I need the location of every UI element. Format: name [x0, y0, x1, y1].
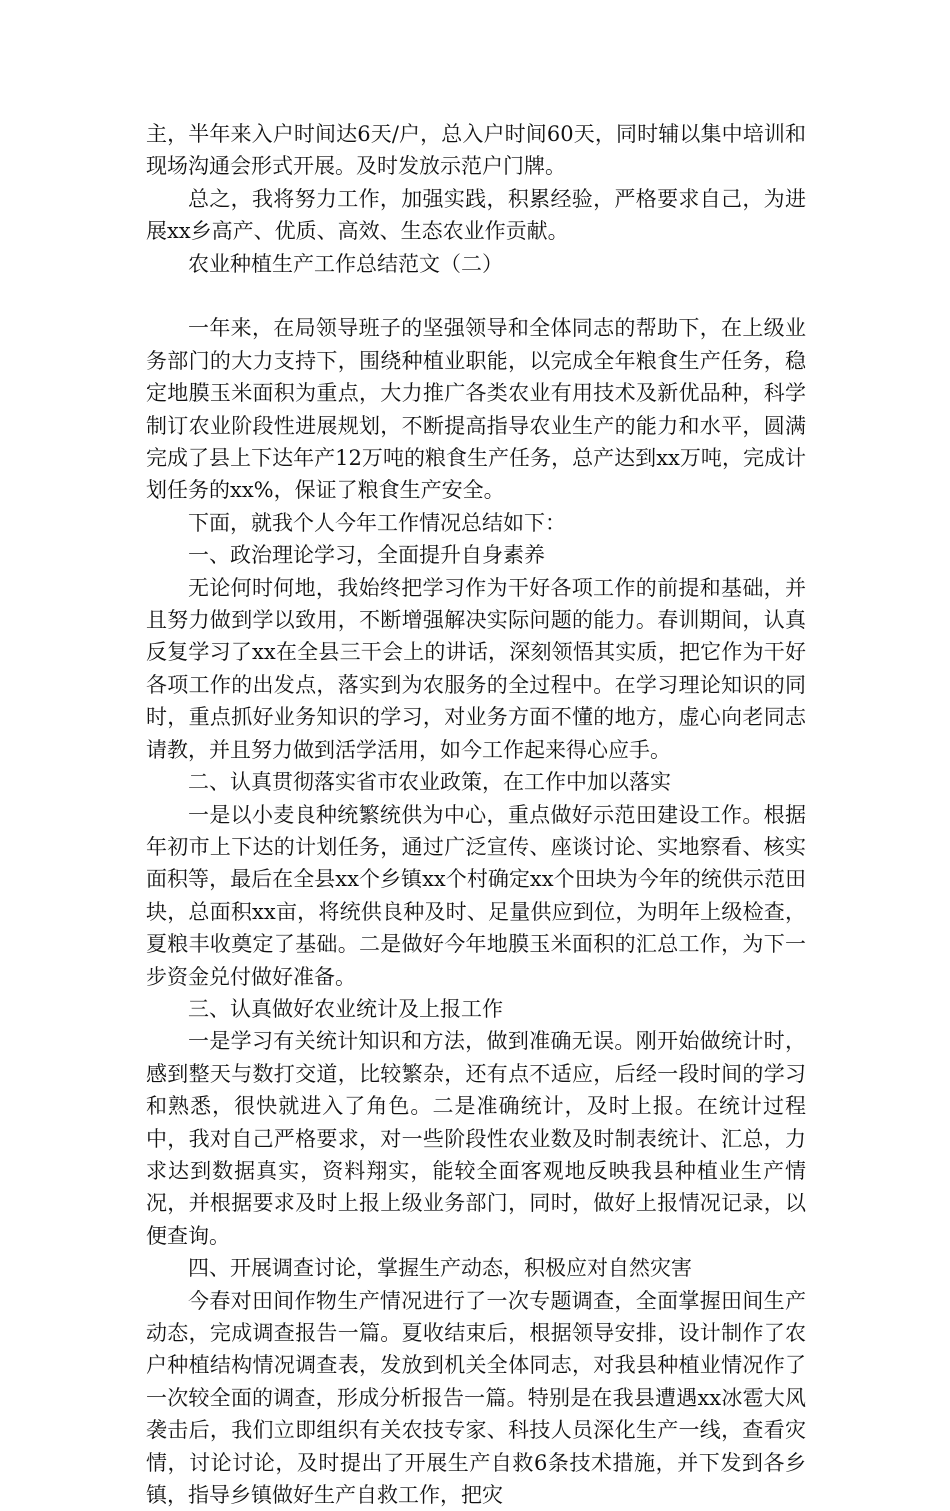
section-title: 农业种植生产工作总结范文（二）	[188, 251, 503, 276]
paragraph-continuation: 主，半年来入户时间达6天/户，总入户时间60天，同时辅以集中培训和现场沟通会形式开展。及时发放示范户门牌。	[146, 122, 806, 179]
heading-four: 四、开展调查讨论，掌握生产动态，积极应对自然灾害	[188, 1256, 692, 1281]
paragraph-statistics: 一是学习有关统计知识和方法，做到准确无误。刚开始做统计时，感到整天与数打交道，比较繁杂，还有点不适应，后经一段时间的学习和熟悉，很快就进入了角色。二是准确统计，及时上报。在统计过程中，我对自己严格要求，对一些阶段性农业数及时制表统计、汇总，力求达到数据真实，资料翔实，能较全面客观地反映我县种植业生产情况，并根据要求及时上报上级业务部门，同时，做好上报情况记录，以便查询。	[146, 1029, 806, 1248]
paragraph-policy: 一是以小麦良种统繁统供为中心，重点做好示范田建设工作。根据年初市上下达的计划任务，通过广泛宣传、座谈讨论、实地察看、核实面积等，最后在全县xx个乡镇xx个村确定xx个田块为今年的统供示范田块，总面积xx亩，将统供良种及时、足量供应到位，为明年上级检查，夏粮丰收奠定了基础。二是做好今年地膜玉米面积的汇总工作，为下一步资金兑付做好准备。	[146, 802, 806, 989]
document-body	[146, 118, 806, 1511]
blank-line	[146, 280, 806, 312]
paragraph-conclusion: 总之，我将努力工作，加强实践，积累经验，严格要求自己，为进展xx乡高产、优质、高效、生态农业作贡献。	[146, 186, 806, 244]
paragraph-study: 无论何时何地，我始终把学习作为干好各项工作的前提和基础，并且努力做到学以致用，不断增强解决实际问题的能力。春训期间，认真反复学习了xx在全县三干会上的讲话，深刻领悟其实质，把它作为干好各项工作的出发点，落实到为农服务的全过程中。在学习理论知识的同时，重点抓好业务知识的学习，对业务方面不懂的地方，虚心向老同志请教，并且努力做到活学活用，如今工作起来得心应手。	[146, 575, 806, 762]
paragraph-lead-in: 下面，就我个人今年工作情况总结如下：	[188, 510, 566, 535]
heading-three: 三、认真做好农业统计及上报工作	[188, 996, 503, 1021]
heading-one: 一、政治理论学习，全面提升自身素养	[188, 543, 545, 568]
heading-two: 二、认真贯彻落实省市农业政策，在工作中加以落实	[188, 770, 671, 795]
paragraph-intro: 一年来，在局领导班子的坚强领导和全体同志的帮助下，在上级业务部门的大力支持下，围绕种植业职能，以完成全年粮食生产任务，稳定地膜玉米面积为重点，大力推广各类农业有用技术及新优品种，科学制订农业阶段性进展规划，不断提高指导农业生产的能力和水平，圆满完成了县上下达年产12万吨的粮食生产任务，总产达到xx万吨，完成计划任务的xx%，保证了粮食生产安全。	[146, 316, 806, 503]
paragraph-survey: 今春对田间作物生产情况进行了一次专题调查，全面掌握田间生产动态，完成调查报告一篇。夏收结束后，根据领导安排，设计制作了农户种植结构情况调查表，发放到机关全体同志，对我县种植业情况作了一次较全面的调查，形成分析报告一篇。特别是在我县遭遇xx冰雹大风袭击后，我们立即组织有关农技专家、科技人员深化生产一线，查看灾情，讨论讨论，及时提出了开展生产自救6条技术措施，并下发到各乡镇，指导乡镇做好生产自救工作，把灾	[146, 1288, 806, 1508]
